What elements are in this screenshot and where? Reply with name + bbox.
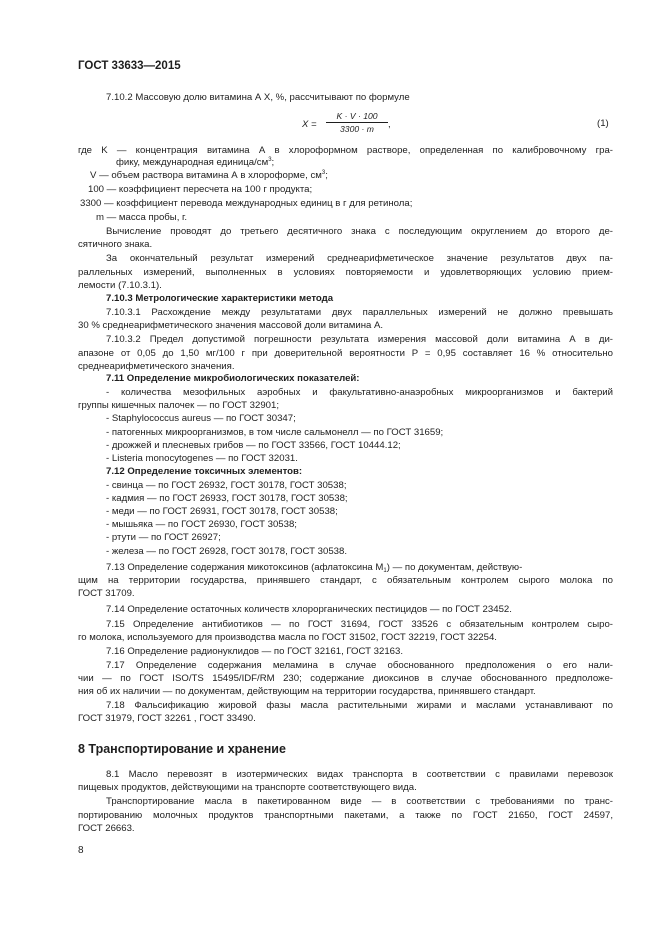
paragraph-line: 7.10.3.1 Расхождение между результатами двух параллельных измерений не должно превышать [106, 307, 613, 318]
formula-denominator: 3300 · m [340, 124, 374, 134]
paragraph-line: ГОСТ 31979, ГОСТ 32261 , ГОСТ 33490. [78, 713, 256, 724]
paragraph-line: ГОСТ 31709. [78, 588, 135, 599]
list-item: - ртути — по ГОСТ 26927; [106, 532, 221, 543]
paragraph-line: среднеарифметического значения. [78, 361, 235, 372]
paragraph-line: 7.18 Фальсификацию жировой фазы масла растительными жирами и маслами устанавливают по [106, 700, 613, 711]
paragraph-line: 100 — коэффициент пересчета на 100 г продукта; [88, 184, 313, 195]
page-number: 8 [78, 845, 84, 856]
paragraph-line [106, 562, 522, 574]
punct: ; [325, 170, 328, 181]
list-item: - кадмия — по ГОСТ 26933, ГОСТ 30178, ГОСТ 30538; [106, 493, 348, 504]
paragraph-line: раллельных измерений, выполненных в условиях повторяемости и удовлетворяющих условию прием- [78, 267, 613, 278]
paragraph-line: - количества мезофильных аэробных и факультативно-анаэробных микроорганизмов и бактерий [106, 387, 613, 398]
paragraph-line [116, 157, 274, 169]
paragraph-line: 7.15 Определение антибиотиков — по ГОСТ 31694, ГОСТ 33526 с обязательным контролем сыро- [106, 619, 613, 630]
subsection-heading: 7.11 Определение микробиологических показателей: [106, 373, 360, 384]
paragraph-line: 8.1 Масло перевозят в изотермических видах транспорта в соответствии с правилами перевозок [106, 769, 613, 780]
formula-fraction [326, 111, 388, 134]
paragraph-line: Вычисление проводят до третьего десятичного знака с последующим округлением до второго де- [106, 226, 613, 237]
paragraph-line: го молока, используемого для производства масла по ГОСТ 31502, ГОСТ 32219, ГОСТ 32254. [78, 632, 497, 643]
paragraph-line: 7.16 Определение радионуклидов — по ГОСТ 32161, ГОСТ 32163. [106, 646, 403, 657]
formula-lhs: X = [302, 119, 317, 130]
paragraph-line: m — масса пробы, г. [96, 212, 188, 223]
line-text: 7.13 Определение содержания микотоксинов (афлатоксина M [106, 562, 384, 573]
paragraph-line: ния об их наличии — по документам, действующим на территории государства, принявшего стандарт. [78, 686, 536, 697]
list-item: - мышьяка — по ГОСТ 26930, ГОСТ 30538; [106, 519, 297, 530]
paragraph-line: 7.17 Определение содержания меламина в случае обоснованного предположения о его нали- [106, 660, 613, 671]
formula-numerator: K · V · 100 [326, 111, 388, 123]
subscript: 1 [383, 568, 387, 574]
paragraph-line: лемости (7.10.3.1). [78, 280, 162, 291]
section-title: 8 Транспортирование и хранение [78, 742, 286, 756]
superscript: 3 [268, 157, 272, 163]
paragraph-line: сятичного знака. [78, 239, 153, 250]
formula-1 [302, 111, 392, 141]
line-text: фику, международная единица/см [116, 157, 269, 168]
list-item: - железа — по ГОСТ 26928, ГОСТ 30178, ГОСТ 30538. [106, 546, 347, 557]
paragraph-line: 30 % среднеарифметического значения массовой доли витамина А. [78, 320, 384, 331]
paragraph-line: пищевых продуктов, действующими на транспорте соответствующего вида. [78, 782, 417, 793]
subsection-heading: 7.12 Определение токсичных элементов: [106, 466, 303, 477]
document-header: ГОСТ 33633—2015 [78, 60, 181, 72]
line-text: V — объем раствора витамина А в хлороформе, см [90, 170, 322, 181]
list-item: - Staphylococcus aureus — по ГОСТ 30347; [106, 413, 296, 424]
paragraph-line: 3300 — коэффициент перевода международных единиц в г для ретинола; [80, 198, 413, 209]
subsection-heading: 7.10.3 Метрологические характеристики метода [106, 293, 334, 304]
paragraph-line [90, 170, 328, 182]
paragraph-line: За окончательный результат измерений среднеарифметическое значение результатов двух па- [106, 253, 613, 264]
paragraph-line: Транспортирование масла в пакетированном виде — в соответствии с требованиями по транс- [106, 796, 613, 807]
paragraph-line: чии — по ГОСТ ISO/TS 15495/IDF/RM 230; содержание диоксинов в случае обоснованного предположе- [78, 673, 613, 684]
formula-number: (1) [597, 118, 609, 129]
line-text: ) — по документам, действую- [386, 562, 523, 573]
list-item: - свинца — по ГОСТ 26932, ГОСТ 30178, ГОСТ 30538; [106, 480, 347, 491]
paragraph-line: 7.14 Определение остаточных количеств хлорорганических пестицидов — по ГОСТ 23452. [106, 604, 512, 615]
list-item: - Listeria monocytogenes — по ГОСТ 32031. [106, 453, 298, 464]
paragraph-line: щим на территории государства, принявшего стандарт, с обязательным контролем сырого молока по [78, 575, 613, 586]
formula-suffix: , [388, 119, 391, 130]
list-item: - меди — по ГОСТ 26931, ГОСТ 30178, ГОСТ 30538; [106, 506, 338, 517]
superscript: 3 [321, 170, 326, 176]
paragraph-line: портированию молочных продуктов транспортными пакетами, а также по ГОСТ 21650, ГОСТ 24597, [78, 810, 613, 821]
paragraph-line: ГОСТ 26663. [78, 823, 135, 834]
punct: ; [271, 157, 275, 168]
list-item: - дрожжей и плесневых грибов — по ГОСТ 33566, ГОСТ 10444.12; [106, 440, 401, 451]
paragraph-line: где K — концентрация витамина А в хлороформном растворе, определенная по калибровочному гра- [78, 145, 613, 156]
list-item: - патогенных микроорганизмов, в том числе сальмонелл — по ГОСТ 31659; [106, 427, 444, 438]
paragraph-line: группы кишечных палочек — по ГОСТ 32901; [78, 400, 280, 411]
paragraph-line: 7.10.3.2 Предел допустимой погрешности результата измерения массовой доли витамина А в ди- [106, 334, 613, 345]
paragraph-line: 7.10.2 Массовую долю витамина А X, %, рассчитывают по формуле [106, 92, 410, 103]
paragraph-line: апазоне от 0,05 до 1,50 мг/100 г при доверительной вероятности P = 0,95 составляет 16 % относительно [78, 348, 613, 359]
